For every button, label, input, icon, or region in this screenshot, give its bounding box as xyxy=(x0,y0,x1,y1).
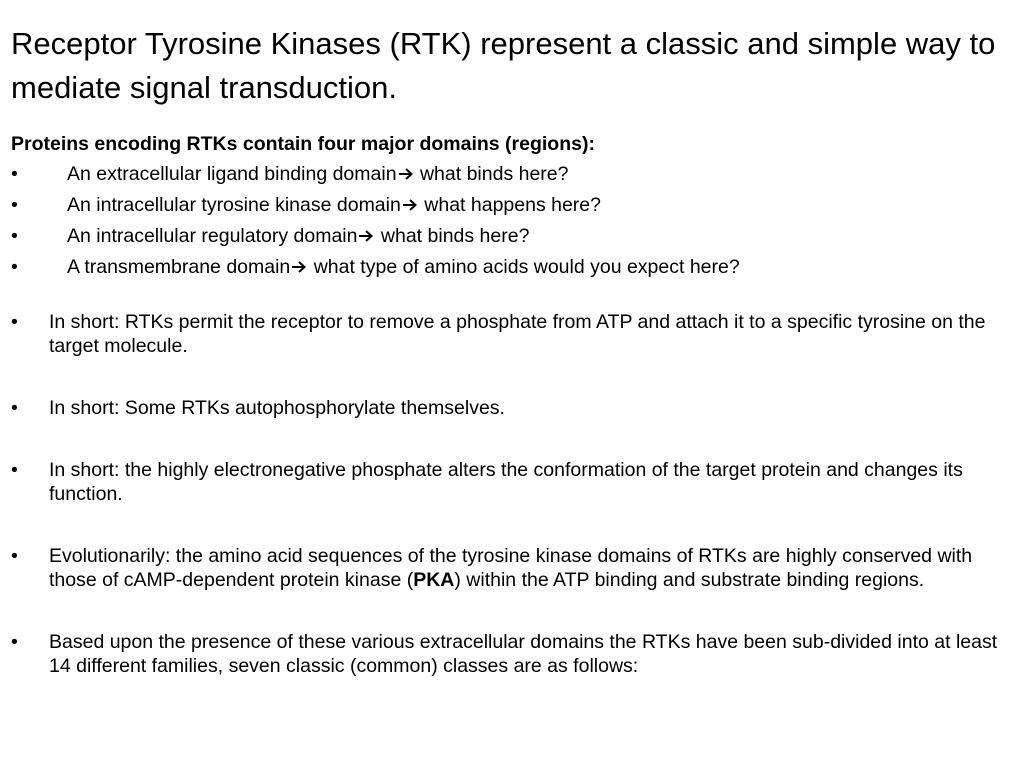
families-point: • Based upon the presence of these various extracellular domains the RTKs have been sub-divided into at least 14 different families, seven classic (common) classes are as follows: xyxy=(11,630,1016,678)
evolution-text-after: ) within the ATP binding and substrate binding regions. xyxy=(454,569,925,591)
right-arrow-icon xyxy=(358,229,374,243)
right-arrow-icon xyxy=(402,198,418,212)
domain-question: what binds here? xyxy=(380,225,530,247)
slide-title: Receptor Tyrosine Kinases (RTK) represent a classic and simple way to mediate signal transduction. xyxy=(11,26,996,105)
domain-item xyxy=(11,221,1016,252)
evolution-point xyxy=(11,544,1016,592)
domain-list xyxy=(11,159,1016,283)
domain-label: An extracellular ligand binding domain xyxy=(67,163,397,185)
pka-bold: PKA xyxy=(413,569,455,591)
summary-point: • In short: the highly electronegative phosphate alters the conformation of the target protein and changes its function. xyxy=(11,458,1016,506)
domain-item xyxy=(11,252,1016,283)
domain-item xyxy=(11,190,1016,221)
summary-point: • In short: RTKs permit the receptor to remove a phosphate from ATP and attach it to a specific tyrosine on the target molecule. xyxy=(11,310,1016,358)
domains-heading: Proteins encoding RTKs contain four major domains (regions): xyxy=(11,133,595,155)
summary-point: • In short: Some RTKs autophosphorylate themselves. xyxy=(11,396,1016,420)
domain-question: what type of amino acids would you expect here? xyxy=(313,256,740,278)
domain-item xyxy=(11,159,1016,190)
domain-label: An intracellular tyrosine kinase domain xyxy=(67,194,401,216)
domain-question: what happens here? xyxy=(424,194,601,216)
right-arrow-icon xyxy=(398,167,414,181)
domain-question: what binds here? xyxy=(419,163,569,185)
right-arrow-icon xyxy=(291,260,307,274)
domain-label: A transmembrane domain xyxy=(67,256,291,278)
evolution-text-before: Evolutionarily: the amino acid sequences of the tyrosine kinase domains of RTKs are highly conserved with those of cAMP-dependent protein kinase ( xyxy=(49,545,973,591)
slide-body xyxy=(11,131,1016,716)
summary-list xyxy=(11,310,1016,678)
domain-label: An intracellular regulatory domain xyxy=(67,225,358,247)
